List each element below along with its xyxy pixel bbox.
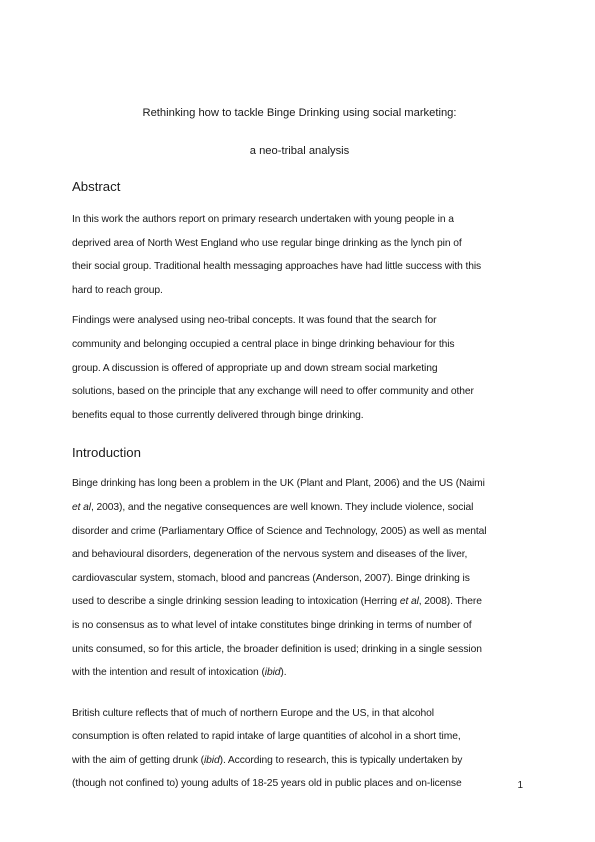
text-fragment: ).	[280, 667, 287, 679]
text-fragment: ). According to research, this is typically undertaken by	[219, 754, 463, 766]
italic-citation: et al	[399, 596, 419, 608]
italic-citation: et al	[72, 501, 91, 513]
text-line: their social group. Traditional health messaging approaches have had little success with this	[72, 261, 482, 273]
text-line: In this work the authors report on primary research undertaken with young people in a	[72, 214, 454, 225]
text-line: units consumed, so for this article, the broader definition is used; drinking in a single session	[72, 643, 482, 655]
text-line: disorder and crime (Parliamentary Office of Science and Technology, 2005) as well as mental	[72, 525, 487, 537]
introduction-paragraph-2	[72, 702, 527, 796]
abstract-heading: Abstract	[72, 179, 121, 194]
text-line: deprived area of North West England who use regular binge drinking as the lynch pin of	[72, 237, 462, 249]
text-line: and behavioural disorders, degeneration of the nervous system and diseases of the liver,	[72, 549, 468, 561]
page-content	[72, 100, 527, 796]
text-line: solutions, based on the principle that any exchange will need to offer community and other	[72, 386, 474, 398]
paper-title-line-1: Rethinking how to tackle Binge Drinking using social marketing:	[142, 107, 457, 119]
text-line: (though not confined to) young adults of 18-25 years old in public places and on-license	[72, 778, 462, 790]
text-line	[72, 661, 527, 685]
text-line: benefits equal to those currently delivered through binge drinking.	[72, 409, 364, 421]
text-fragment: with the aim of getting drunk (	[72, 754, 204, 766]
italic-citation: ibid	[264, 667, 281, 679]
text-line: community and belonging occupied a central place in binge drinking behaviour for this	[72, 338, 455, 350]
text-line: Findings were analysed using neo-tribal concepts. It was found that the search for	[72, 315, 437, 327]
text-fragment: with the intention and result of intoxication (	[72, 667, 265, 679]
italic-citation: ibid	[203, 754, 220, 766]
introduction-heading: Introduction	[72, 445, 141, 461]
text-line	[72, 496, 527, 520]
introduction-paragraph-1	[72, 472, 527, 684]
text-line: cardiovascular system, stomach, blood and pancreas (Anderson, 2007). Binge drinking is	[72, 572, 470, 584]
text-line: British culture reflects that of much of northern Europe and the US, in that alcohol	[72, 707, 434, 719]
text-line: is no consensus as to what level of intake constitutes binge drinking in terms of number of	[72, 619, 472, 631]
text-fragment: , 2008). There	[418, 596, 482, 608]
text-fragment: , 2003), and the negative consequences are well known. They include violence, social	[90, 501, 474, 513]
abstract-paragraph-2	[72, 309, 527, 427]
text-line: consumption is often related to rapid intake of large quantities of alcohol in a short time,	[72, 731, 461, 743]
text-line	[72, 590, 527, 614]
paper-title-line-2: a neo-tribal analysis	[249, 145, 350, 157]
text-line	[72, 749, 527, 773]
text-line: group. A discussion is offered of appropriate up and down stream social marketing	[72, 362, 438, 374]
page-number: 1	[517, 780, 523, 791]
text-line: hard to reach group.	[72, 284, 163, 296]
text-fragment: used to describe a single drinking session leading to intoxication (Herring	[72, 596, 400, 608]
text-line: Binge drinking has long been a problem in the UK (Plant and Plant, 2006) and the US (Naimi	[72, 478, 485, 490]
abstract-paragraph-1	[72, 208, 527, 302]
